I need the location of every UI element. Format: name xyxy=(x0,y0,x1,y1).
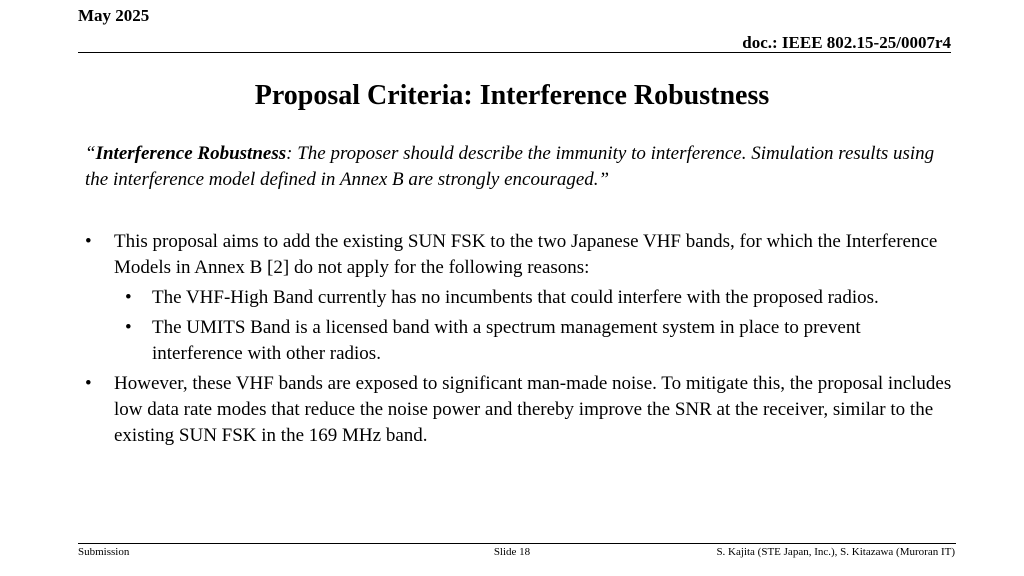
bullet-dot: • xyxy=(125,317,132,338)
header-doc-id: doc.: IEEE 802.15-25/0007r4 xyxy=(742,33,951,52)
footer-authors: S. Kajita (STE Japan, Inc.), S. Kitazawa (Muroran IT) xyxy=(716,546,955,558)
bullet-item xyxy=(85,285,955,311)
criteria-quote xyxy=(85,141,955,193)
slide-title: Proposal Criteria: Interference Robustness xyxy=(254,80,770,111)
bullet-dot: • xyxy=(85,373,92,394)
bullet-item xyxy=(85,229,955,281)
footer-slide-number: Slide 18 xyxy=(493,546,531,558)
header-divider xyxy=(78,52,951,53)
bullet-text: The UMITS Band is a licensed band with a spectrum management system in place to prevent interference with other radios. xyxy=(152,317,861,364)
quote-term: Interference Robustness xyxy=(95,143,287,164)
bullet-dot: • xyxy=(125,287,132,308)
bullet-text: However, these VHF bands are exposed to significant man-made noise. To mitigate this, the proposal includes low data rate modes that reduce the noise power and thereby improve the SNR at the receiver, similar to the existing SUN FSK in the 169 MHz band. xyxy=(114,373,952,446)
bullet-text: This proposal aims to add the existing SUN FSK to the two Japanese VHF bands, for which the Interference Models in Annex B [2] do not apply for the following reasons: xyxy=(114,231,938,278)
header-date: May 2025 xyxy=(78,6,150,25)
footer-submission: Submission xyxy=(78,546,130,558)
quote-body: : The proposer should describe the immunity to interference. Simulation results using the interference model defined in Annex B are strongly encouraged.” xyxy=(85,143,935,190)
bullet-dot: • xyxy=(85,231,92,252)
bullet-text: The VHF-High Band currently has no incumbents that could interfere with the proposed radios. xyxy=(152,287,879,308)
bullet-list xyxy=(85,229,955,449)
bullet-item xyxy=(85,315,955,367)
quote-open-mark: “ xyxy=(85,143,96,164)
bullet-item xyxy=(85,371,955,449)
footer-divider xyxy=(78,543,956,544)
